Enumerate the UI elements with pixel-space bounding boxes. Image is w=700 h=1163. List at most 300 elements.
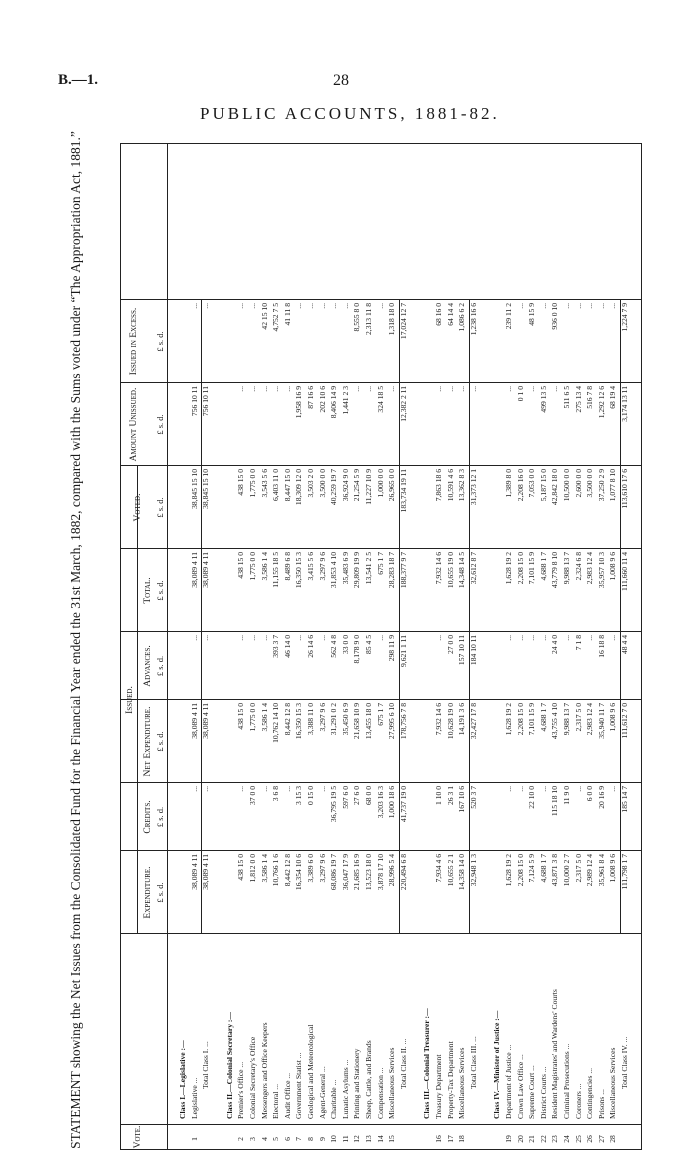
cell-voted: 1,775 0 0 [248, 469, 257, 498]
cell-exp: 1,008 9 6 [608, 854, 618, 883]
cell-un: 756 10 11 [201, 386, 211, 417]
cell-ex: ... [573, 303, 583, 309]
cell-un: 1,958 16 9 [294, 386, 304, 419]
header-advances: Advances. [143, 645, 153, 687]
cell-un: ... [364, 386, 373, 392]
cell-un: 1,292 12 6 [596, 386, 606, 419]
cell-adv: ... [248, 635, 257, 641]
cell-vote: 20 [515, 1135, 525, 1143]
header-total: Total. [143, 577, 153, 604]
cell-un: 87 16 6 [306, 386, 315, 409]
cell-voted: 38,845 15 10 [189, 469, 199, 509]
cell-vote: 22 [538, 1135, 548, 1143]
cell-net: 675 1 7 [375, 703, 385, 726]
cell-ex: ... [189, 303, 199, 309]
cell-tot: 43,779 8 10 [550, 552, 560, 589]
cell-ex: ... [340, 303, 350, 309]
rotated-statement-sheet [60, 130, 650, 1150]
cell-vote: 7 [294, 1137, 304, 1141]
cell-un: 3,174 13 11 [620, 386, 629, 422]
cell-net: 1,008 9 6 [608, 703, 618, 732]
cell-voted: 36,924 9 0 [340, 469, 350, 502]
cell-exp: 3,586 1 4 [259, 854, 269, 883]
cell-voted: 10,500 0 0 [562, 469, 571, 502]
cell-cr: ... [236, 786, 246, 792]
cell-tot: 32,612 8 7 [468, 552, 478, 585]
cell-adv: ... [538, 635, 548, 641]
cell-ex: 1,238 16 6 [468, 303, 478, 336]
header-unissued: Amount Unissued. [129, 387, 139, 462]
cell-tot: 35,957 10 3 [596, 552, 606, 589]
cell-ex: 4,752 7 5 [271, 303, 281, 332]
cell-desc: Agent-General ... [317, 1066, 327, 1119]
cell-desc: Prisons ... [596, 1089, 606, 1119]
cell-tot: 8,489 6 8 [282, 552, 292, 581]
cell-net: 35,450 6 9 [340, 703, 350, 736]
table-row [295, 144, 304, 1149]
cell-un: ... [550, 386, 560, 392]
cell-adv: 27 0 0 [445, 635, 455, 654]
cell-voted: 1,077 8 10 [608, 469, 618, 502]
cell-adv: 33 0 0 [340, 635, 350, 654]
cell-cr: 20 16 9 [596, 786, 606, 809]
cell-cr: 11 9 0 [562, 786, 571, 805]
table-row [563, 144, 572, 1149]
cell-net: 31,291 0 2 [329, 703, 339, 736]
cell-net: 3,388 11 0 [306, 703, 315, 735]
cell-net: 178,756 7 8 [398, 703, 408, 740]
class-heading-row [226, 144, 235, 1149]
cell-vote: 17 [445, 1135, 455, 1143]
cell-un: ... [352, 386, 362, 392]
cell-exp: 2,989 12 4 [585, 854, 595, 887]
cell-net: 13,455 18 0 [364, 703, 373, 740]
lsd-label: £ s. d. [155, 882, 165, 903]
table-row [458, 144, 467, 1149]
cell-adv: 8,178 9 0 [352, 635, 362, 664]
cell-tot: 38,089 4 11 [201, 552, 211, 588]
cell-desc: Legislative ... [189, 1077, 199, 1119]
cell-tot: 11,155 18 5 [271, 552, 281, 588]
cell-tot: 111,660 11 4 [620, 552, 629, 592]
cell-desc: Criminal Prosecutions ... [562, 1043, 571, 1119]
cell-exp: 35,961 8 4 [596, 854, 606, 887]
cell-ex: ... [306, 303, 315, 309]
cell-net: 1,628 19 2 [504, 703, 513, 736]
cell-ex: ... [248, 303, 257, 309]
cell-ex: ... [317, 303, 327, 309]
cell-exp: 10,766 1 6 [271, 854, 281, 887]
cell-desc: Compensation ... [375, 1067, 385, 1119]
cell-net: 38,089 4 11 [189, 703, 199, 739]
table-row [353, 144, 362, 1149]
cell-cr: 27 6 0 [352, 786, 362, 805]
cell-voted: 183,734 19 11 [398, 469, 408, 513]
table-row [307, 144, 316, 1149]
cell-net: 1,775 0 0 [248, 703, 257, 732]
cell-voted: 3,543 5 6 [259, 469, 269, 498]
cell-cr: ... [201, 786, 211, 792]
cell-desc: Department of Justice ... [504, 1044, 513, 1119]
cell-voted: 2,208 16 0 [515, 469, 525, 502]
table-row [272, 144, 281, 1149]
cell-adv: ... [527, 635, 537, 641]
cell-adv: 16 18 8 [596, 635, 606, 658]
cell-tot: 3,415 5 6 [306, 552, 315, 581]
cell-adv: ... [434, 635, 443, 641]
cell-un: ... [445, 386, 455, 392]
cell-un: ... [248, 386, 257, 392]
cell-adv: ... [585, 635, 595, 641]
cell-exp: 220,494 6 8 [398, 854, 408, 891]
cell-adv: ... [236, 635, 246, 641]
cell-desc: Crown Law Office ... [515, 1054, 525, 1119]
cell-exp: 28,996 5 4 [387, 854, 397, 887]
cell-adv: 562 4 8 [329, 635, 339, 658]
cell-net: 2,208 15 0 [515, 703, 525, 736]
page-title: PUBLIC ACCOUNTS, 1881-82. [200, 104, 500, 123]
cell-adv: ... [515, 635, 525, 641]
cell-desc: Supreme Court ... [527, 1065, 537, 1119]
cell-ex: 1,224 7 9 [620, 303, 629, 332]
cell-un: ... [468, 386, 478, 392]
cell-vote: 11 [340, 1135, 350, 1143]
table-row [388, 144, 397, 1149]
cell-exp: 4,688 1 7 [538, 854, 548, 883]
statement-caption: STATEMENT showing the Net Issues from the Consolidated Fund for the Financial Year ended the 31st March, 1882, compared with the Sums voted under “The Appropriation Act, 1881.” [68, 131, 83, 1149]
cell-tot: 1,008 9 6 [608, 552, 618, 581]
table-row [191, 144, 200, 1149]
cell-voted: 7,863 18 6 [434, 469, 443, 502]
cell-vote: 27 [596, 1135, 606, 1143]
lsd-label: £ s. d. [155, 331, 165, 352]
cell-un: 1,441 2 3 [340, 386, 350, 415]
cell-voted: 3,500 0 0 [585, 469, 595, 498]
cell-ex: 41 11 8 [282, 303, 292, 326]
cell-voted: 113,610 17 6 [620, 469, 629, 509]
cell-exp: 36,047 17 9 [340, 854, 350, 891]
cell-tot: 2,324 6 8 [573, 552, 583, 581]
cell-voted: 7,053 0 0 [527, 469, 537, 498]
cell-ex: 2,313 11 8 [364, 303, 373, 335]
cell-adv: ... [562, 635, 571, 641]
cell-tot: 13,541 2 5 [364, 552, 373, 585]
total-row [400, 144, 409, 1149]
cell-exp: 111,798 1 7 [620, 854, 629, 890]
lsd-label: £ s. d. [155, 580, 165, 601]
cell-desc: Colonial Secretary's Office [248, 1036, 257, 1119]
cell-desc: Resident Magistrates' and Wardens' Courts [550, 989, 560, 1119]
cell-voted: 11,227 10 9 [364, 469, 373, 505]
cell-un: 12,382 2 11 [398, 386, 408, 422]
cell-cr: ... [282, 786, 292, 792]
cell-desc: Miscellaneous Services [457, 1047, 467, 1119]
cell-voted: 40,259 19 7 [329, 469, 339, 506]
cell-voted: 438 15 0 [236, 469, 246, 496]
cell-adv: 157 10 11 [457, 635, 467, 666]
cell-tot: 188,377 9 7 [398, 552, 408, 589]
cell-un: ... [457, 386, 467, 392]
cell-tot: 2,983 12 4 [585, 552, 595, 585]
cell-vote: 12 [352, 1135, 362, 1143]
cell-cr: 3 6 8 [271, 786, 281, 802]
cell-exp: 438 15 0 [236, 854, 246, 881]
cell-tot: 438 15 0 [236, 552, 246, 579]
cell-un: ... [259, 386, 269, 392]
page-number: 28 [333, 72, 349, 89]
cell-adv: ... [189, 635, 199, 641]
cell-net: 111,612 7 0 [620, 703, 629, 739]
cell-tot: 7,101 15 9 [527, 552, 537, 585]
cell-adv: 26 14 6 [306, 635, 315, 658]
cell-ex: ... [294, 303, 304, 309]
table-row [575, 144, 584, 1149]
cell-net: 43,755 4 10 [550, 703, 560, 740]
cell-voted: 3,503 2 0 [306, 469, 315, 498]
cell-tot: 1,628 19 2 [504, 552, 513, 585]
cell-vote: 2 [236, 1137, 246, 1141]
cell-net: 8,442 12 8 [282, 703, 292, 736]
cell-vote: 9 [317, 1137, 327, 1141]
cell-voted: 31,373 12 1 [468, 469, 478, 506]
cell-voted: 3,500 0 0 [317, 469, 327, 498]
total-row [470, 144, 479, 1149]
cell-ex: 1,318 18 0 [387, 303, 397, 336]
cell-vote: 26 [585, 1135, 595, 1143]
cell-net: 14,191 3 6 [457, 703, 467, 736]
cell-tot: 29,809 19 9 [352, 552, 362, 589]
cell-cr: 68 0 0 [364, 786, 373, 805]
cell-adv: ... [608, 635, 618, 641]
cell-adv: ... [504, 635, 513, 641]
cell-desc: Total Class I. ... [201, 1041, 211, 1089]
table-row [517, 144, 526, 1149]
header-voted: Voted. [133, 493, 143, 522]
cell-exp: 43,871 3 8 [550, 854, 560, 887]
cell-exp: 1,628 19 2 [504, 854, 513, 887]
cell-adv: 85 4 5 [364, 635, 373, 654]
table-row [598, 144, 607, 1149]
cell-un: ... [527, 386, 537, 392]
cell-desc: Premier's Office ... [236, 1061, 246, 1119]
cell-desc: Treasury Department [434, 1054, 443, 1119]
cell-net: 7,101 15 9 [527, 703, 537, 736]
cell-net: 10,628 19 0 [445, 703, 455, 740]
cell-exp: 68,086 19 7 [329, 854, 339, 891]
cell-cr: 167 10 6 [457, 786, 467, 813]
table-row [342, 144, 351, 1149]
cell-exp: 10,655 2 1 [445, 854, 455, 887]
cell-net: 21,658 10 9 [352, 703, 362, 740]
document-reference: B.—1. [58, 72, 99, 88]
table-row [377, 144, 386, 1149]
cell-cr: ... [189, 786, 199, 792]
cell-voted: 37,250 2 9 [596, 469, 606, 502]
cell-ex: ... [596, 303, 606, 309]
cell-un: 275 13 4 [573, 386, 583, 413]
cell-desc: Class III.—Colonial Treasurer :— [422, 1008, 432, 1119]
table-row [609, 144, 618, 1149]
cell-ex: 64 14 4 [445, 303, 455, 326]
cell-adv: 393 3 7 [271, 635, 281, 658]
cell-cr: 597 6 0 [340, 786, 350, 809]
cell-vote: 6 [282, 1137, 292, 1141]
header-credits: Credits. [143, 800, 153, 834]
cell-cr: 3 15 3 [294, 786, 304, 805]
cell-desc: Sheep, Cattle, and Brands [364, 1040, 373, 1119]
cell-desc: Electoral ... [271, 1084, 281, 1119]
accounts-table [120, 143, 642, 1150]
cell-net: 7,932 14 6 [434, 703, 443, 736]
table-row [284, 144, 293, 1149]
cell-un: ... [434, 386, 443, 392]
cell-un: ... [387, 386, 397, 392]
cell-voted: 10,591 4 6 [445, 469, 455, 502]
cell-ex: ... [562, 303, 571, 309]
cell-ex: ... [608, 303, 618, 309]
cell-net: 3,586 1 4 [259, 703, 269, 732]
cell-tot: 31,853 4 10 [329, 552, 339, 589]
cell-net: 35,940 11 7 [596, 703, 606, 739]
cell-net: 4,688 1 7 [538, 703, 548, 732]
cell-exp: 2,208 15 0 [515, 854, 525, 887]
cell-net: 3,297 9 6 [317, 703, 327, 732]
cell-exp: 8,442 12 8 [282, 854, 292, 887]
cell-adv: 46 14 0 [282, 635, 292, 658]
cell-tot: 3,586 1 4 [259, 552, 269, 581]
lsd-label: £ s. d. [155, 731, 165, 752]
class-heading-row [179, 144, 188, 1149]
cell-vote: 23 [550, 1135, 560, 1143]
cell-cr: 1 10 0 [434, 786, 443, 805]
header-expenditure: Expenditure. [143, 866, 153, 919]
cell-ex: 239 11 2 [504, 303, 513, 330]
cell-exp: 14,358 14 0 [457, 854, 467, 891]
cell-exp: 3,389 6 0 [306, 854, 315, 883]
cell-cr: ... [538, 786, 548, 792]
cell-voted: 38,845 15 10 [201, 469, 211, 509]
cell-desc: Messengers and Office Keepers [259, 1022, 269, 1119]
cell-exp: 32,948 1 3 [468, 854, 478, 887]
cell-ex: ... [236, 303, 246, 309]
cell-cr: 0 15 0 [306, 786, 315, 805]
cell-desc: Property-Tax Department [445, 1041, 455, 1119]
cell-exp: 7,124 5 9 [527, 854, 537, 883]
cell-ex: 8,555 8 0 [352, 303, 362, 332]
cell-desc: Audit Office ... [282, 1072, 292, 1119]
cell-exp: 3,297 9 6 [317, 854, 327, 883]
cell-exp: 10,000 2 7 [562, 854, 571, 887]
cell-exp: 16,354 10 6 [294, 854, 304, 891]
cell-ex: ... [329, 303, 339, 309]
cell-adv: 9,621 1 11 [398, 635, 408, 667]
cell-un: ... [504, 386, 513, 392]
cell-un: 68 19 4 [608, 386, 618, 409]
cell-un: 499 13 5 [538, 386, 548, 413]
cell-cr: ... [504, 786, 513, 792]
cell-ex: 48 15 9 [527, 303, 537, 326]
cell-ex: 1,086 6 2 [457, 303, 467, 332]
cell-voted: 13,362 8 3 [457, 469, 467, 502]
cell-adv: ... [375, 635, 385, 641]
cell-voted: 42,842 18 0 [550, 469, 560, 506]
table-row [551, 144, 560, 1149]
lsd-label: £ s. d. [155, 414, 165, 435]
table-row [319, 144, 328, 1149]
cell-net: 9,988 13 7 [562, 703, 571, 736]
cell-adv: 7 1 8 [573, 635, 583, 651]
cell-un: 8,406 14 9 [329, 386, 339, 419]
cell-voted: 1,389 8 0 [504, 469, 513, 498]
table-row [447, 144, 456, 1149]
cell-voted: 2,600 0 0 [573, 469, 583, 498]
cell-un: 756 10 11 [189, 386, 199, 417]
cell-exp: 1,812 0 0 [248, 854, 257, 883]
header-net-expenditure: Net Expenditure. [143, 706, 153, 777]
table-row [365, 144, 374, 1149]
cell-voted: 1,000 0 0 [375, 469, 385, 498]
cell-un: ... [236, 386, 246, 392]
cell-cr: ... [259, 786, 269, 792]
cell-ex: 936 0 10 [550, 303, 560, 330]
class-heading-row [423, 144, 432, 1149]
cell-ex: 68 16 0 [434, 303, 443, 326]
cell-cr: 36,795 19 5 [329, 786, 339, 823]
header-issued: Issued. [125, 686, 135, 714]
cell-cr: 115 18 10 [550, 786, 560, 817]
cell-tot: 675 1 7 [375, 552, 385, 575]
cell-tot: 9,988 13 7 [562, 552, 571, 585]
cell-net: 10,762 14 10 [271, 703, 281, 743]
cell-desc: Class I.—Legislative :— [178, 1040, 187, 1119]
cell-tot: 38,089 4 11 [189, 552, 199, 588]
cell-vote: 28 [608, 1135, 618, 1143]
cell-ex: ... [375, 303, 385, 309]
cell-desc: Charitable ... [329, 1079, 339, 1119]
lsd-label: £ s. d. [155, 655, 165, 677]
cell-voted: 26,965 0 0 [387, 469, 397, 502]
header-excess: Issued in Excess. [129, 307, 139, 376]
cell-voted: 5,187 15 0 [538, 469, 548, 502]
cell-tot: 16,350 15 3 [294, 552, 304, 589]
cell-cr: ... [573, 786, 583, 792]
cell-exp: 21,685 16 9 [352, 854, 362, 891]
cell-vote: 16 [434, 1135, 443, 1143]
cell-tot: 2,208 15 0 [515, 552, 525, 585]
class-heading-row [493, 144, 502, 1149]
cell-vote: 3 [248, 1137, 257, 1141]
cell-un: ... [271, 386, 281, 392]
cell-exp: 38,089 4 11 [189, 854, 199, 890]
table-row [505, 144, 514, 1149]
table-row [237, 144, 246, 1149]
cell-adv: ... [259, 635, 269, 641]
cell-tot: 3,297 9 6 [317, 552, 327, 581]
cell-tot: 28,283 18 7 [387, 552, 397, 589]
cell-tot: 7,932 14 6 [434, 552, 443, 585]
cell-vote: 1 [189, 1137, 199, 1141]
cell-cr: 37 0 0 [248, 786, 257, 805]
cell-vote: 25 [573, 1135, 583, 1143]
cell-desc: Total Class IV. ... [620, 1036, 629, 1089]
cell-ex: ... [515, 303, 525, 309]
cell-net: 2,317 5 0 [573, 703, 583, 732]
cell-net: 2,983 12 4 [585, 703, 595, 736]
cell-ex: ... [585, 303, 595, 309]
cell-vote: 18 [457, 1135, 467, 1143]
cell-cr: 1,000 18 6 [387, 786, 397, 819]
cell-desc: Total Class II. ... [398, 1038, 408, 1089]
